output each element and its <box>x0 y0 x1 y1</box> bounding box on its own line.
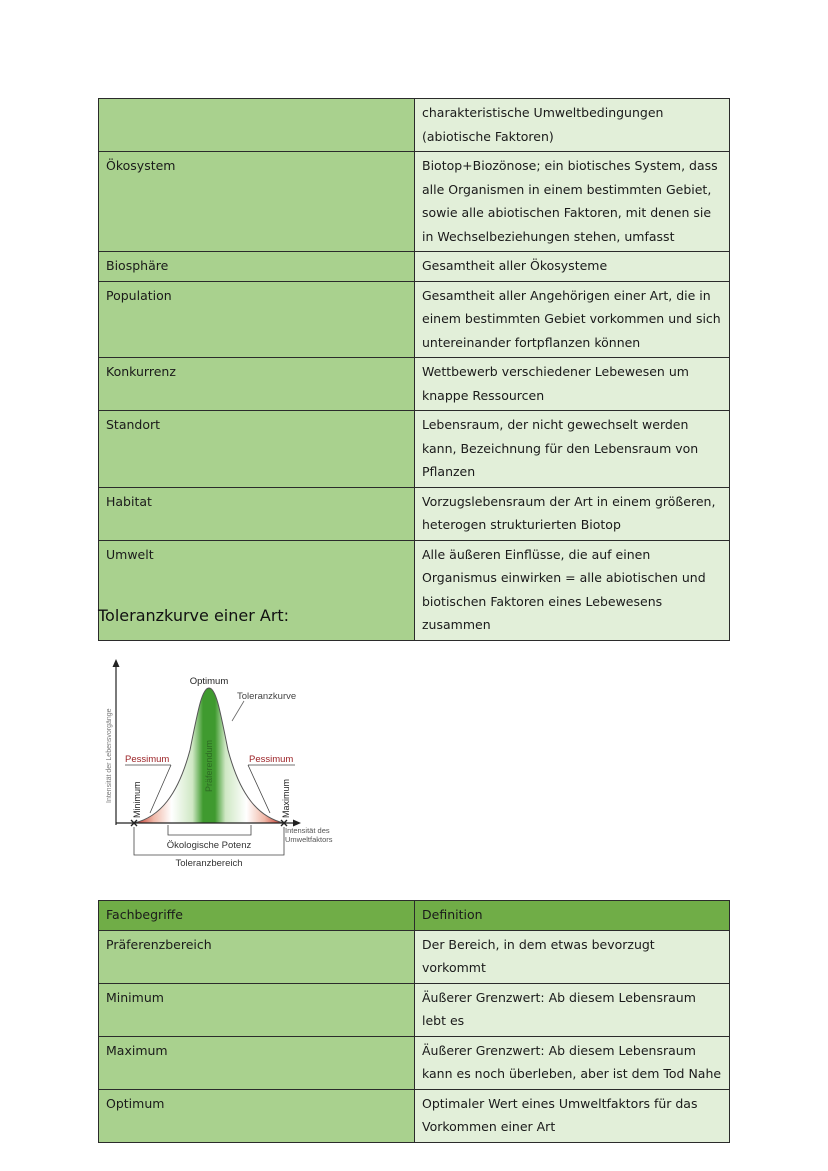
term-cell: Standort <box>99 411 415 488</box>
curve-label-leader <box>232 701 244 721</box>
x-axis-label: Umweltfaktors <box>285 835 333 844</box>
term-cell: Biosphäre <box>99 252 415 282</box>
term-cell: Habitat <box>99 487 415 540</box>
definition-cell: Alle äußeren Einflüsse, die auf einen Organismus einwirken = alle abiotischen und biotischen Faktoren eines Lebewesens zusammen <box>415 540 730 640</box>
table-row <box>99 252 730 282</box>
y-axis-label: Intensität der Lebensvorgänge <box>106 708 113 803</box>
curve-label: Toleranzkurve <box>237 691 297 702</box>
table-row <box>99 930 730 983</box>
definition-cell: Optimaler Wert eines Umweltfaktors für das Vorkommen einer Art <box>415 1089 730 1142</box>
pessimum-right-label: Pessimum <box>249 754 294 765</box>
preferendum-label: Präferendum <box>204 739 214 792</box>
term-cell: Ökosystem <box>99 152 415 252</box>
table-row <box>99 1036 730 1089</box>
pessimum-left-label: Pessimum <box>125 754 170 765</box>
definition-cell: Der Bereich, in dem etwas bevorzugt vorkommt <box>415 930 730 983</box>
definition-cell: Wettbewerb verschiedener Lebewesen um knappe Ressourcen <box>415 358 730 411</box>
term-cell: Umwelt <box>99 540 415 640</box>
terms-table-top <box>98 98 730 641</box>
table-row <box>99 487 730 540</box>
term-cell: Minimum <box>99 983 415 1036</box>
ecological-potency-label: Ökologische Potenz <box>166 840 252 851</box>
definition-cell: Gesamtheit aller Ökosysteme <box>415 252 730 282</box>
x-axis-label: Intensität des <box>285 826 330 835</box>
terms-table-bottom <box>98 900 730 1143</box>
term-cell: Konkurrenz <box>99 358 415 411</box>
y-axis-arrow <box>113 659 120 667</box>
column-header: Fachbegriffe <box>99 901 415 931</box>
table-row <box>99 152 730 252</box>
tolerance-range-label: Toleranzbereich <box>175 858 243 869</box>
table-row <box>99 983 730 1036</box>
definition-cell: Lebensraum, der nicht gewechselt werden kann, Bezeichnung für den Lebensraum von Pflanzen <box>415 411 730 488</box>
tolerance-curve-figure <box>98 655 348 875</box>
definition-cell: Gesamtheit aller Angehörigen einer Art, die in einem bestimmten Gebiet vorkommen und sich untereinander fortpflanzen können <box>415 281 730 358</box>
term-cell <box>99 99 415 152</box>
table-row <box>99 1089 730 1142</box>
table-row <box>99 99 730 152</box>
table-row <box>99 540 730 640</box>
definition-cell: Biotop+Biozönose; ein biotisches System, dass alle Organismen in einem bestimmten Gebiet, sowie alle abiotischen Faktoren, mit denen sie in Wechselbeziehungen stehen, umfasst <box>415 152 730 252</box>
section-heading: Toleranzkurve einer Art: <box>98 606 290 625</box>
term-cell: Maximum <box>99 1036 415 1089</box>
definition-cell: charakteristische Umweltbedingungen (abiotische Faktoren) <box>415 99 730 152</box>
definition-cell: Äußerer Grenzwert: Ab diesem Lebensraum lebt es <box>415 983 730 1036</box>
ecological-potency-bracket <box>168 825 251 835</box>
column-header: Definition <box>415 901 730 931</box>
term-cell: Optimum <box>99 1089 415 1142</box>
definition-cell: Äußerer Grenzwert: Ab diesem Lebensraum kann es noch überleben, aber ist dem Tod Nahe <box>415 1036 730 1089</box>
table-header-row <box>99 901 730 931</box>
optimum-label: Optimum <box>189 676 229 687</box>
table-row <box>99 358 730 411</box>
maximum-label: Maximum <box>281 778 291 818</box>
term-cell: Präferenzbereich <box>99 930 415 983</box>
table-row <box>99 281 730 358</box>
minimum-label: Minimum <box>132 781 142 818</box>
table-row <box>99 411 730 488</box>
term-cell: Population <box>99 281 415 358</box>
definition-cell: Vorzugslebensraum der Art in einem größeren, heterogen strukturierten Biotop <box>415 487 730 540</box>
